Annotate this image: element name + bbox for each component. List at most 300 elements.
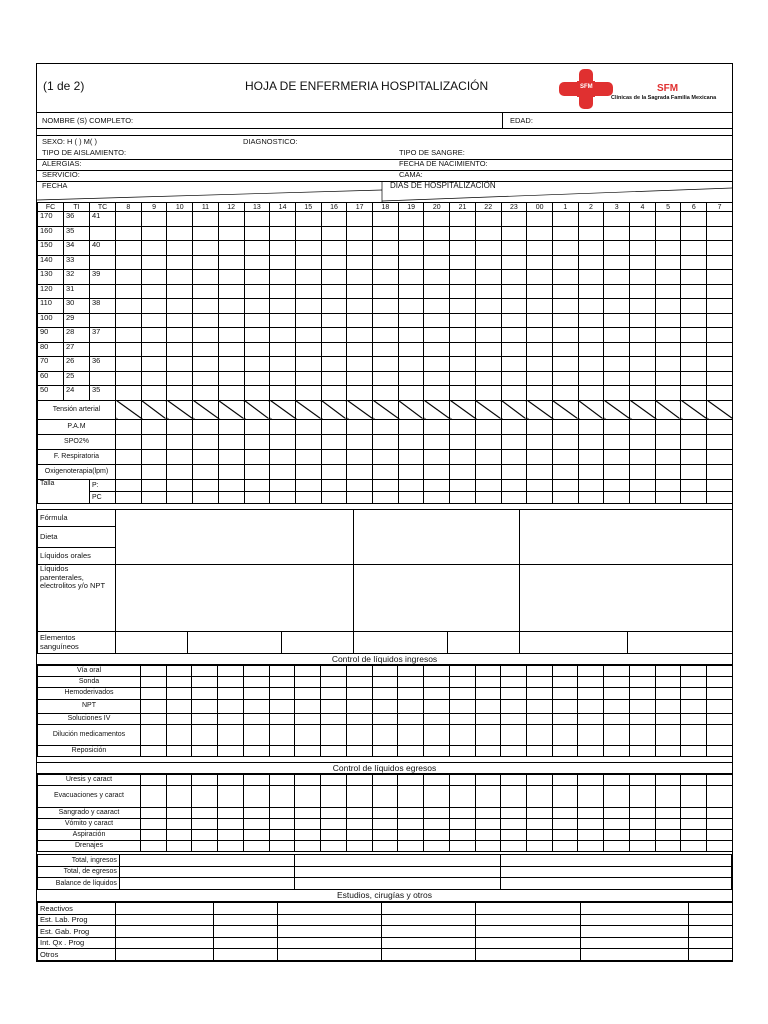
vitals-cell[interactable] — [270, 212, 296, 227]
vitals-cell[interactable] — [347, 357, 373, 372]
vitals-cell[interactable] — [141, 226, 167, 241]
vitals-cell[interactable] — [373, 371, 399, 386]
fluid-cell[interactable] — [269, 677, 295, 688]
study-cell[interactable] — [581, 949, 689, 961]
vitals-cell[interactable] — [218, 479, 244, 491]
vitals-cell[interactable] — [270, 299, 296, 314]
vitals-cell[interactable] — [193, 212, 219, 227]
fluid-cell[interactable] — [243, 677, 269, 688]
vitals-cell[interactable] — [398, 400, 424, 419]
fluid-cell[interactable] — [578, 746, 604, 757]
fluid-cell[interactable] — [707, 700, 733, 714]
vitals-cell[interactable] — [218, 491, 244, 503]
vitals-cell[interactable] — [630, 270, 656, 285]
vitals-cell[interactable] — [527, 299, 553, 314]
fluid-cell[interactable] — [578, 725, 604, 746]
fluid-cell[interactable] — [218, 666, 244, 677]
vitals-cell[interactable] — [270, 386, 296, 401]
vitals-cell[interactable] — [218, 434, 244, 449]
fluid-cell[interactable] — [398, 688, 424, 700]
vitals-cell[interactable] — [141, 371, 167, 386]
vitals-cell[interactable] — [707, 212, 733, 227]
fluid-cell[interactable] — [295, 808, 321, 819]
vitals-cell[interactable] — [604, 400, 630, 419]
vitals-cell[interactable] — [167, 357, 193, 372]
vitals-cell[interactable] — [527, 255, 553, 270]
fluid-cell[interactable] — [629, 775, 655, 786]
fluid-cell[interactable] — [192, 819, 218, 830]
vitals-cell[interactable] — [681, 449, 707, 464]
fluid-cell[interactable] — [475, 688, 501, 700]
vitals-cell[interactable] — [630, 400, 656, 419]
vitals-cell[interactable] — [630, 328, 656, 343]
vitals-cell[interactable] — [578, 212, 604, 227]
vitals-cell[interactable] — [270, 255, 296, 270]
vitals-cell[interactable] — [398, 241, 424, 256]
vitals-cell[interactable] — [578, 464, 604, 479]
vitals-cell[interactable] — [475, 299, 501, 314]
fluid-cell[interactable] — [578, 830, 604, 841]
fluid-cell[interactable] — [552, 830, 578, 841]
fluid-cell[interactable] — [269, 830, 295, 841]
vitals-cell[interactable] — [244, 342, 270, 357]
vitals-cell[interactable] — [373, 212, 399, 227]
vitals-cell[interactable] — [218, 328, 244, 343]
fluid-cell[interactable] — [629, 725, 655, 746]
fluid-cell[interactable] — [192, 841, 218, 852]
vitals-cell[interactable] — [424, 241, 450, 256]
fluid-cell[interactable] — [424, 841, 450, 852]
fluid-cell[interactable] — [707, 666, 733, 677]
vitals-cell[interactable] — [630, 434, 656, 449]
vitals-cell[interactable] — [295, 491, 321, 503]
vitals-cell[interactable] — [270, 284, 296, 299]
vitals-cell[interactable] — [475, 313, 501, 328]
vitals-cell[interactable] — [604, 270, 630, 285]
vitals-cell[interactable] — [295, 371, 321, 386]
diagnosis-field[interactable]: DIAGNOSTICO: — [243, 137, 298, 146]
fluid-cell[interactable] — [295, 714, 321, 725]
vitals-cell[interactable] — [347, 313, 373, 328]
vitals-cell[interactable] — [681, 464, 707, 479]
vitals-cell[interactable] — [501, 270, 527, 285]
vitals-cell[interactable] — [270, 434, 296, 449]
vitals-cell[interactable] — [501, 342, 527, 357]
vitals-cell[interactable] — [295, 357, 321, 372]
fluid-cell[interactable] — [141, 819, 167, 830]
fluid-cell[interactable] — [192, 775, 218, 786]
vitals-cell[interactable] — [655, 491, 681, 503]
fluid-cell[interactable] — [604, 666, 630, 677]
vitals-cell[interactable] — [527, 226, 553, 241]
vitals-cell[interactable] — [655, 357, 681, 372]
vitals-cell[interactable] — [527, 371, 553, 386]
vitals-cell[interactable] — [578, 328, 604, 343]
fluid-cell[interactable] — [707, 830, 733, 841]
fluid-cell[interactable] — [243, 808, 269, 819]
vitals-cell[interactable] — [578, 371, 604, 386]
vitals-cell[interactable] — [604, 434, 630, 449]
fluid-cell[interactable] — [295, 775, 321, 786]
vitals-cell[interactable] — [424, 357, 450, 372]
vitals-cell[interactable] — [630, 255, 656, 270]
fluid-cell[interactable] — [475, 830, 501, 841]
vitals-cell[interactable] — [218, 241, 244, 256]
study-cell[interactable] — [214, 914, 278, 926]
fluid-cell[interactable] — [269, 725, 295, 746]
fluid-cell[interactable] — [321, 841, 347, 852]
fluid-cell[interactable] — [449, 775, 475, 786]
vitals-cell[interactable] — [295, 386, 321, 401]
vitals-cell[interactable] — [321, 400, 347, 419]
diet-cell[interactable] — [520, 565, 733, 632]
vitals-cell[interactable] — [450, 255, 476, 270]
fluid-cell[interactable] — [552, 786, 578, 808]
vitals-cell[interactable] — [552, 226, 578, 241]
fluid-cell[interactable] — [629, 830, 655, 841]
vitals-cell[interactable] — [321, 299, 347, 314]
vitals-cell[interactable] — [501, 299, 527, 314]
fluid-cell[interactable] — [527, 808, 553, 819]
fluid-cell[interactable] — [655, 714, 681, 725]
vitals-cell[interactable] — [578, 270, 604, 285]
vitals-cell[interactable] — [552, 400, 578, 419]
fluid-cell[interactable] — [372, 775, 398, 786]
vitals-cell[interactable] — [450, 386, 476, 401]
vitals-cell[interactable] — [707, 226, 733, 241]
vitals-cell[interactable] — [116, 226, 142, 241]
fluid-cell[interactable] — [346, 700, 372, 714]
fluid-cell[interactable] — [475, 786, 501, 808]
diet-cell[interactable] — [116, 510, 354, 565]
vitals-cell[interactable] — [475, 342, 501, 357]
study-cell[interactable] — [382, 937, 476, 949]
vitals-cell[interactable] — [270, 419, 296, 434]
vitals-cell[interactable] — [655, 241, 681, 256]
fluid-cell[interactable] — [681, 841, 707, 852]
fluid-cell[interactable] — [449, 841, 475, 852]
vitals-cell[interactable] — [552, 328, 578, 343]
total-cell[interactable] — [119, 878, 294, 890]
vitals-cell[interactable] — [475, 226, 501, 241]
fluid-cell[interactable] — [398, 746, 424, 757]
fluid-cell[interactable] — [192, 725, 218, 746]
fluid-cell[interactable] — [501, 688, 527, 700]
fluid-cell[interactable] — [604, 808, 630, 819]
vitals-cell[interactable] — [604, 342, 630, 357]
vitals-cell[interactable] — [116, 212, 142, 227]
vitals-cell[interactable] — [501, 328, 527, 343]
vitals-cell[interactable] — [193, 400, 219, 419]
study-cell[interactable] — [278, 903, 382, 915]
vitals-cell[interactable] — [552, 299, 578, 314]
fluid-cell[interactable] — [243, 841, 269, 852]
vitals-cell[interactable] — [424, 226, 450, 241]
vitals-cell[interactable] — [450, 270, 476, 285]
fluid-cell[interactable] — [398, 786, 424, 808]
fluid-cell[interactable] — [398, 666, 424, 677]
vitals-cell[interactable] — [218, 386, 244, 401]
vitals-cell[interactable] — [321, 226, 347, 241]
vitals-cell[interactable] — [501, 255, 527, 270]
fluid-cell[interactable] — [475, 700, 501, 714]
fluid-cell[interactable] — [527, 746, 553, 757]
vitals-cell[interactable] — [424, 299, 450, 314]
vitals-cell[interactable] — [630, 241, 656, 256]
vitals-cell[interactable] — [475, 357, 501, 372]
vitals-cell[interactable] — [450, 241, 476, 256]
vitals-cell[interactable] — [630, 491, 656, 503]
fluid-cell[interactable] — [424, 714, 450, 725]
fluid-cell[interactable] — [629, 714, 655, 725]
vitals-cell[interactable] — [501, 241, 527, 256]
fluid-cell[interactable] — [501, 714, 527, 725]
vitals-cell[interactable] — [424, 464, 450, 479]
fluid-cell[interactable] — [295, 688, 321, 700]
fluid-cell[interactable] — [166, 700, 192, 714]
fluid-cell[interactable] — [141, 786, 167, 808]
vitals-cell[interactable] — [244, 479, 270, 491]
fluid-cell[interactable] — [269, 841, 295, 852]
vitals-cell[interactable] — [707, 270, 733, 285]
vitals-cell[interactable] — [655, 449, 681, 464]
fluid-cell[interactable] — [604, 700, 630, 714]
vitals-cell[interactable] — [295, 328, 321, 343]
vitals-cell[interactable] — [270, 357, 296, 372]
vitals-cell[interactable] — [167, 226, 193, 241]
vitals-cell[interactable] — [527, 313, 553, 328]
fluid-cell[interactable] — [707, 819, 733, 830]
fluid-cell[interactable] — [449, 677, 475, 688]
vitals-cell[interactable] — [321, 270, 347, 285]
vitals-cell[interactable] — [655, 212, 681, 227]
fluid-cell[interactable] — [707, 746, 733, 757]
vitals-cell[interactable] — [655, 342, 681, 357]
vitals-cell[interactable] — [707, 400, 733, 419]
vitals-cell[interactable] — [116, 449, 142, 464]
vitals-cell[interactable] — [167, 313, 193, 328]
vitals-cell[interactable] — [218, 212, 244, 227]
fluid-cell[interactable] — [501, 746, 527, 757]
vitals-cell[interactable] — [193, 313, 219, 328]
vitals-cell[interactable] — [141, 255, 167, 270]
vitals-cell[interactable] — [218, 371, 244, 386]
fluid-cell[interactable] — [218, 725, 244, 746]
vitals-cell[interactable] — [578, 241, 604, 256]
vitals-cell[interactable] — [655, 464, 681, 479]
fluid-cell[interactable] — [449, 746, 475, 757]
fluid-cell[interactable] — [372, 819, 398, 830]
vitals-cell[interactable] — [552, 419, 578, 434]
vitals-cell[interactable] — [681, 270, 707, 285]
vitals-cell[interactable] — [167, 464, 193, 479]
vitals-cell[interactable] — [295, 434, 321, 449]
vitals-cell[interactable] — [450, 464, 476, 479]
total-cell[interactable] — [295, 866, 501, 878]
vitals-cell[interactable] — [295, 212, 321, 227]
fluid-cell[interactable] — [372, 808, 398, 819]
fluid-cell[interactable] — [243, 819, 269, 830]
vitals-cell[interactable] — [604, 255, 630, 270]
fluid-cell[interactable] — [192, 746, 218, 757]
fluid-cell[interactable] — [166, 775, 192, 786]
fluid-cell[interactable] — [501, 786, 527, 808]
vitals-cell[interactable] — [244, 241, 270, 256]
vitals-cell[interactable] — [347, 342, 373, 357]
fluid-cell[interactable] — [218, 841, 244, 852]
fluid-cell[interactable] — [552, 819, 578, 830]
vitals-cell[interactable] — [527, 342, 553, 357]
vitals-cell[interactable] — [193, 371, 219, 386]
fluid-cell[interactable] — [141, 808, 167, 819]
vitals-cell[interactable] — [321, 434, 347, 449]
fluid-cell[interactable] — [141, 725, 167, 746]
bed-field[interactable]: CAMA: — [399, 170, 423, 179]
fluid-cell[interactable] — [604, 677, 630, 688]
vitals-cell[interactable] — [707, 284, 733, 299]
fluid-cell[interactable] — [707, 725, 733, 746]
total-cell[interactable] — [119, 855, 294, 867]
vitals-cell[interactable] — [681, 491, 707, 503]
vitals-cell[interactable] — [373, 449, 399, 464]
fluid-cell[interactable] — [475, 725, 501, 746]
vitals-cell[interactable] — [604, 419, 630, 434]
fluid-cell[interactable] — [243, 775, 269, 786]
vitals-cell[interactable] — [244, 419, 270, 434]
fluid-cell[interactable] — [449, 830, 475, 841]
vitals-cell[interactable] — [193, 284, 219, 299]
vitals-cell[interactable] — [655, 479, 681, 491]
vitals-cell[interactable] — [295, 255, 321, 270]
fluid-cell[interactable] — [192, 830, 218, 841]
vitals-cell[interactable] — [193, 419, 219, 434]
fluid-cell[interactable] — [424, 808, 450, 819]
vitals-cell[interactable] — [655, 299, 681, 314]
fluid-cell[interactable] — [604, 714, 630, 725]
fluid-cell[interactable] — [192, 714, 218, 725]
vitals-cell[interactable] — [141, 434, 167, 449]
vitals-cell[interactable] — [373, 419, 399, 434]
vitals-cell[interactable] — [578, 255, 604, 270]
vitals-cell[interactable] — [193, 464, 219, 479]
vitals-cell[interactable] — [527, 212, 553, 227]
fluid-cell[interactable] — [501, 841, 527, 852]
vitals-cell[interactable] — [501, 419, 527, 434]
birthdate-field[interactable]: FECHA DE NACIMIENTO: — [399, 159, 488, 168]
fluid-cell[interactable] — [655, 746, 681, 757]
fluid-cell[interactable] — [655, 808, 681, 819]
vitals-cell[interactable] — [321, 479, 347, 491]
vitals-cell[interactable] — [398, 255, 424, 270]
fluid-cell[interactable] — [552, 700, 578, 714]
fluid-cell[interactable] — [707, 714, 733, 725]
vitals-cell[interactable] — [141, 479, 167, 491]
vitals-cell[interactable] — [347, 434, 373, 449]
fluid-cell[interactable] — [655, 841, 681, 852]
vitals-cell[interactable] — [295, 226, 321, 241]
study-cell[interactable] — [689, 926, 733, 938]
fluid-cell[interactable] — [424, 819, 450, 830]
vitals-cell[interactable] — [295, 241, 321, 256]
fluid-cell[interactable] — [321, 714, 347, 725]
vitals-cell[interactable] — [244, 371, 270, 386]
vitals-cell[interactable] — [681, 342, 707, 357]
total-cell[interactable] — [295, 855, 501, 867]
study-cell[interactable] — [116, 926, 214, 938]
vitals-cell[interactable] — [398, 464, 424, 479]
fluid-cell[interactable] — [141, 841, 167, 852]
vitals-cell[interactable] — [552, 449, 578, 464]
fluid-cell[interactable] — [218, 775, 244, 786]
vitals-cell[interactable] — [655, 255, 681, 270]
fluid-cell[interactable] — [681, 666, 707, 677]
vitals-cell[interactable] — [398, 449, 424, 464]
vitals-cell[interactable] — [578, 226, 604, 241]
allergies-field[interactable]: ALERGIAS: — [42, 159, 82, 168]
vitals-cell[interactable] — [604, 357, 630, 372]
vitals-cell[interactable] — [193, 299, 219, 314]
vitals-cell[interactable] — [270, 464, 296, 479]
study-cell[interactable] — [476, 937, 581, 949]
vitals-cell[interactable] — [398, 434, 424, 449]
vitals-cell[interactable] — [450, 449, 476, 464]
fluid-cell[interactable] — [269, 688, 295, 700]
fluid-cell[interactable] — [527, 830, 553, 841]
vitals-cell[interactable] — [193, 479, 219, 491]
vitals-cell[interactable] — [475, 270, 501, 285]
vitals-cell[interactable] — [424, 270, 450, 285]
vitals-cell[interactable] — [630, 479, 656, 491]
study-cell[interactable] — [476, 949, 581, 961]
vitals-cell[interactable] — [167, 449, 193, 464]
fluid-cell[interactable] — [449, 666, 475, 677]
fluid-cell[interactable] — [243, 666, 269, 677]
fluid-cell[interactable] — [269, 808, 295, 819]
vitals-cell[interactable] — [681, 400, 707, 419]
vitals-cell[interactable] — [373, 255, 399, 270]
vitals-cell[interactable] — [193, 255, 219, 270]
fluid-cell[interactable] — [295, 677, 321, 688]
fluid-cell[interactable] — [192, 666, 218, 677]
vitals-cell[interactable] — [321, 241, 347, 256]
fluid-cell[interactable] — [372, 700, 398, 714]
vitals-cell[interactable] — [450, 226, 476, 241]
study-cell[interactable] — [382, 914, 476, 926]
vitals-cell[interactable] — [347, 449, 373, 464]
vitals-cell[interactable] — [398, 299, 424, 314]
fluid-cell[interactable] — [527, 714, 553, 725]
fluid-cell[interactable] — [398, 775, 424, 786]
vitals-cell[interactable] — [450, 284, 476, 299]
vitals-cell[interactable] — [707, 299, 733, 314]
vitals-cell[interactable] — [501, 464, 527, 479]
vitals-cell[interactable] — [398, 479, 424, 491]
vitals-cell[interactable] — [424, 491, 450, 503]
vitals-cell[interactable] — [578, 449, 604, 464]
vitals-cell[interactable] — [450, 313, 476, 328]
vitals-cell[interactable] — [116, 328, 142, 343]
vitals-cell[interactable] — [630, 313, 656, 328]
vitals-cell[interactable] — [347, 400, 373, 419]
diet-cell[interactable] — [188, 632, 282, 654]
vitals-cell[interactable] — [475, 479, 501, 491]
vitals-cell[interactable] — [578, 419, 604, 434]
vitals-cell[interactable] — [116, 371, 142, 386]
vitals-cell[interactable] — [244, 313, 270, 328]
vitals-cell[interactable] — [707, 357, 733, 372]
vitals-cell[interactable] — [116, 241, 142, 256]
fluid-cell[interactable] — [192, 700, 218, 714]
